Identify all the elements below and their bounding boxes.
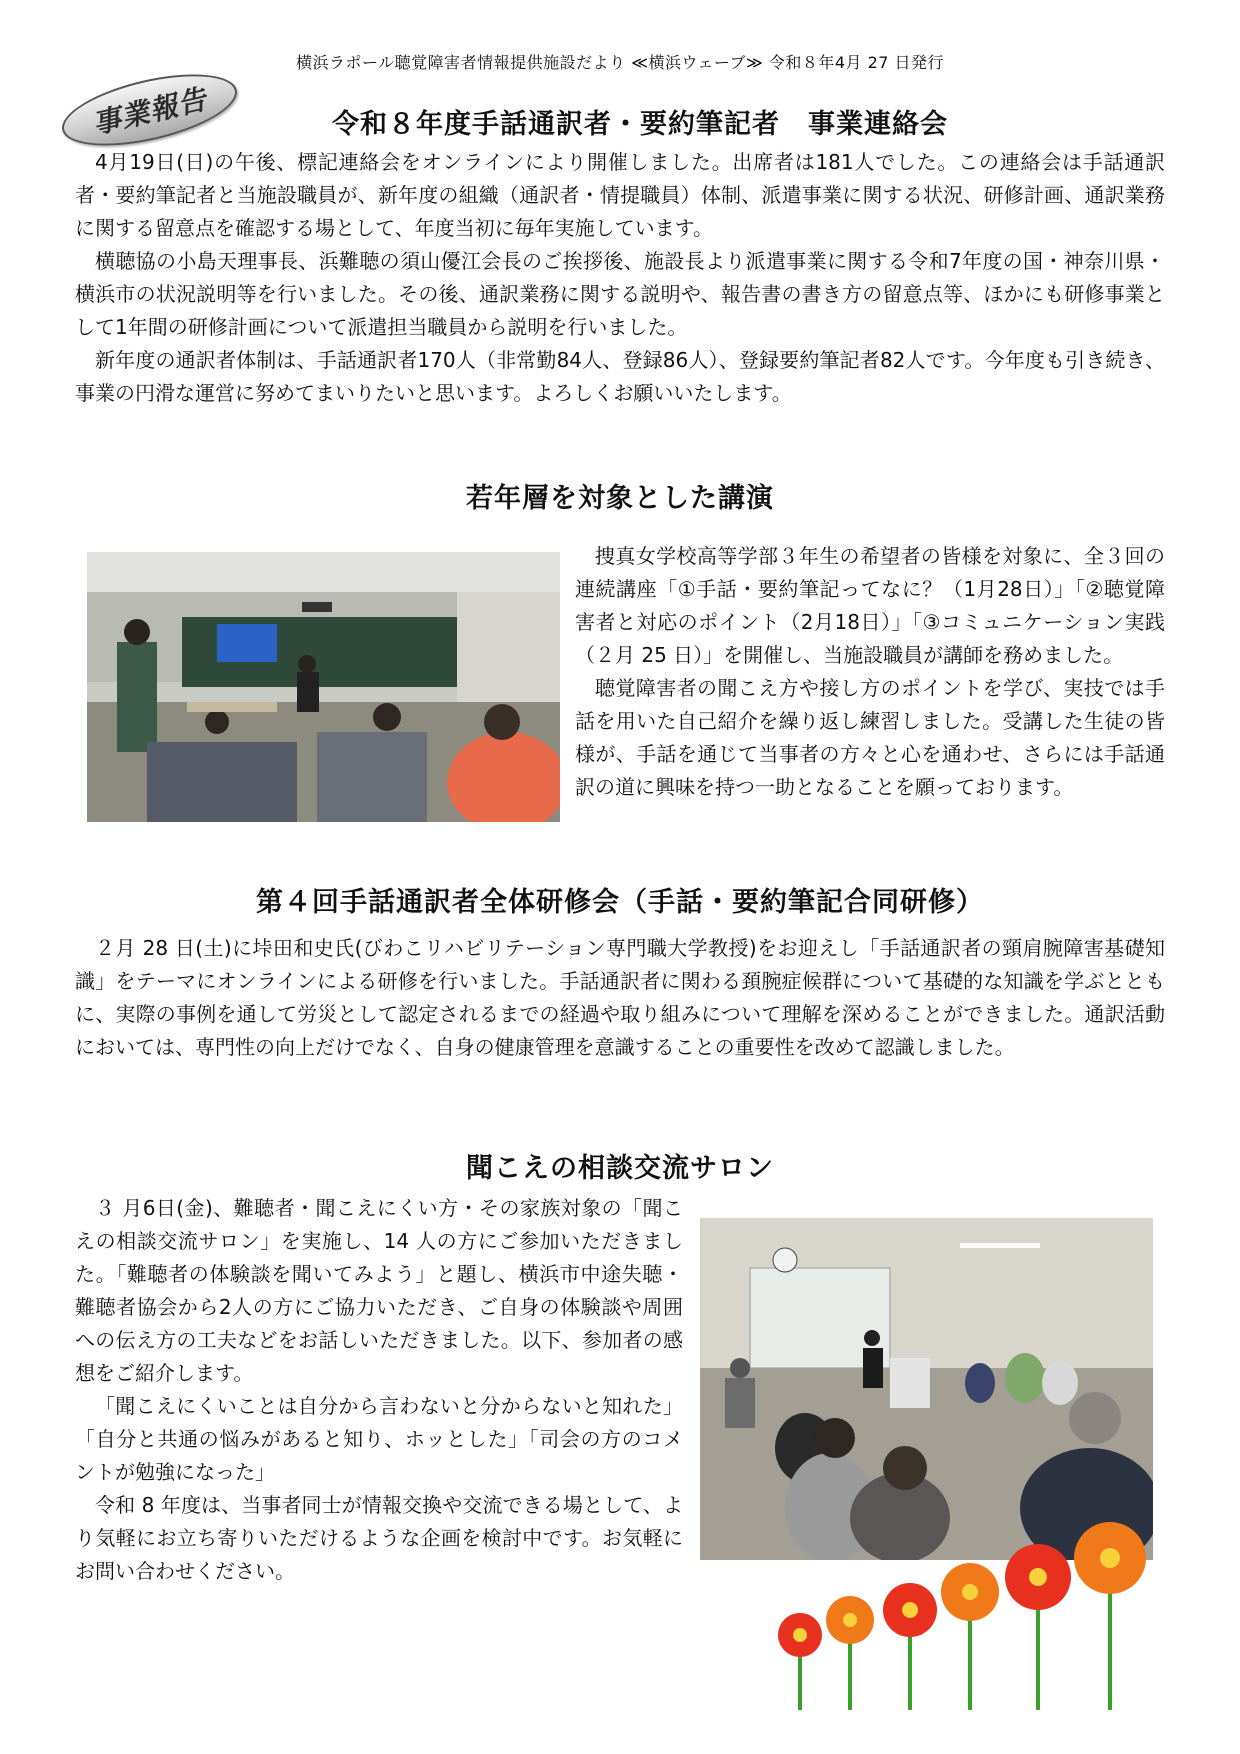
paragraph: 4月19日(日)の午後、標記連絡会をオンラインにより開催しました。出席者は181人でした。この連絡会は手話通訳者・要約筆記者と当施設職員が、新年度の組織（通訳者・情提職員）体制、派遣事業に関する状況、研修計画、通訳業務に関する留意点を確認する場として、年度当初に毎年実施しています。 [75,150,1165,240]
newsletter-header: 横浜ラポール聴覚障害者情報提供施設だより ≪横浜ウェーブ≫ 令和８年4月 27 日発行 [295,53,945,72]
paragraph: ２月 28 日(土)に垰田和史氏(びわこリハビリテーション専門職大学教授)をお迎えし「手話通訳者の頸肩腕障害基礎知識」をテーマにオンラインによる研修を行いました。手話通訳者に関わる頚腕症候群について基礎的な知識を学ぶとともに、実際の事例を通して労災として認定されるまでの経過や取り組みについて理解を深めることができました。通訳活動においては、専門性の向上だけでなく、自身の健康管理を意識することの重要性を改めて認識しました。 [75,936,1165,1059]
paragraph: 横聴協の小島天理事長、浜難聴の須山優江会長のご挨拶後、施設長より派遣事業に関する令和7年度の国・神奈川県・横浜市の状況説明等を行いました。その後、通訳業務に関する説明や、報告書の書き方の留意点等、ほかにも研修事業として1年間の研修計画について派遣担当職員から説明を行いました。 [75,249,1165,339]
salon-meeting-photo [700,1218,1153,1560]
section-body-youth-lecture [575,540,1165,804]
poppy-flowers-illustration [770,1520,1170,1720]
poppy-flower-icon [826,1596,874,1710]
poppy-flower-icon [1005,1544,1071,1710]
section-title-liaison-meeting: 令和８年度手話通訳者・要約筆記者 事業連絡会 [332,109,948,140]
section-title-youth-lecture: 若年層を対象とした講演 [466,483,774,514]
poppy-flower-icon [941,1563,999,1710]
paragraph: 聴覚障害者の聞こえ方や接し方のポイントを学び、実技では手話を用いた自己紹介を繰り返し練習しました。受講した生徒の皆様が、手話を通じて当事者の方々と心を通わせ、さらには手話通訳の道に興味を持つ一助となることを願っております。 [575,676,1165,799]
poppy-flower-icon [883,1583,937,1710]
section-title-interpreter-training: 第４回手話通訳者全体研修会（手話・要約筆記合同研修） [256,887,984,918]
report-badge-label: 事業報告 [89,82,211,141]
paragraph: 新年度の通訳者体制は、手話通訳者170人（非常勤84人、登録86人）、登録要約筆記者82人です。今年度も引き続き、事業の円滑な運営に努めてまいりたいと思います。よろしくお願いいたします。 [75,348,1165,405]
section-body-interpreter-training [75,932,1165,1064]
classroom-lecture-photo [87,552,560,822]
paragraph: 「聞こえにくいことは自分から言わないと分からないと知れた」「自分と共通の悩みがあると知り、ホッとした」「司会の方のコメントが勉強になった」 [75,1394,683,1484]
poppy-flower-icon [1074,1522,1146,1710]
section-title-hearing-salon: 聞こえの相談交流サロン [466,1153,774,1184]
paragraph: 令和 8 年度は、当事者同士が情報交換や交流できる場として、より気軽にお立ち寄りいただけるような企画を検討中です。お気軽にお問い合わせください。 [75,1493,683,1583]
paragraph: ３ 月6日(金)、難聴者・聞こえにくい方・その家族対象の「聞こえの相談交流サロン」を実施し、14 人の方にご参加いただきました。「難聴者の体験談を聞いてみよう」と題し、横浜市中途失聴・難聴者協会から2人の方にご協力いただき、ご自身の体験談や周囲への伝え方の工夫などをお話しいただきました。以下、参加者の感想をご紹介します。 [75,1196,683,1385]
section-body-hearing-salon [75,1192,683,1588]
paragraph: 捜真女学校高等学部３年生の希望者の皆様を対象に、全３回の連続講座「①手話・要約筆記ってなに？（1月28日）」「②聴覚障害者と対応のポイント（2月18日）」「③コミュニケーション実践（２月 25 日）」を開催し、当施設職員が講師を務めました。 [575,544,1165,667]
section-body-liaison-meeting [75,146,1165,410]
poppy-flower-icon [778,1613,822,1710]
